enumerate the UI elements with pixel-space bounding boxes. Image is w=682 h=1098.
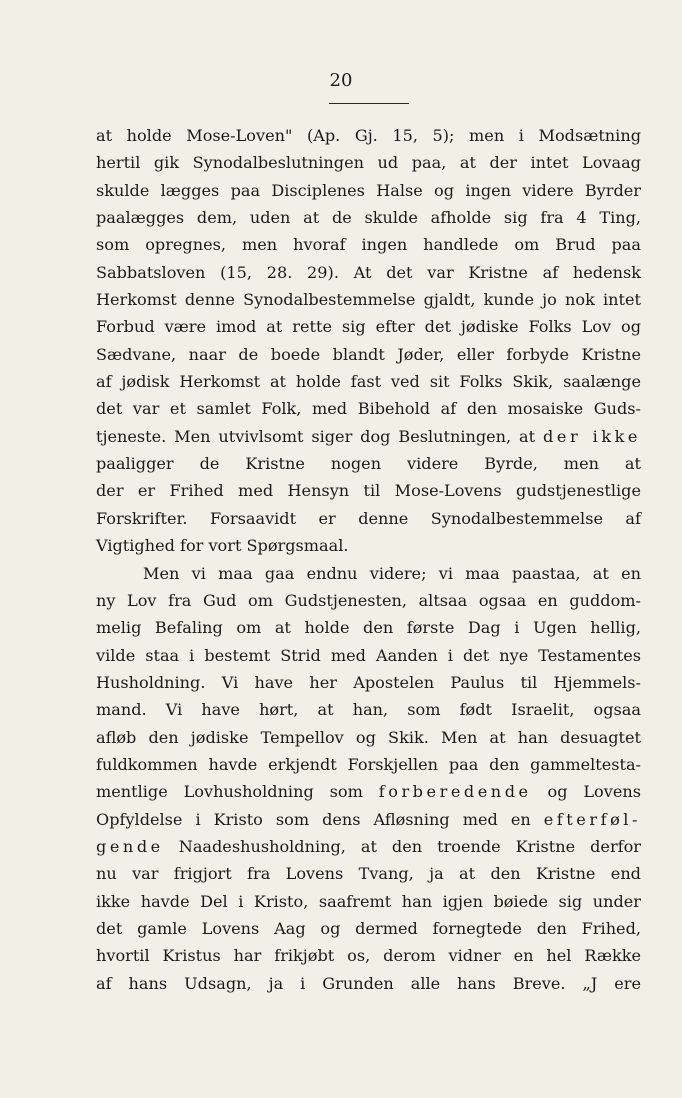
text-line: af hans Udsagn, ja i Grunden alle hans Breve. „J ere [96,973,641,993]
text-line: Forskrifter. Forsaavidt er denne Synodalbestemmelse af [96,508,641,528]
text-line: Sabbatsloven (15, 28. 29). At det var Kristne af hedensk [96,262,641,282]
text-run: og Lovens [547,782,641,802]
text-line: hvortil Kristus har frikjøbt os, derom vidner en hel Række [96,946,641,966]
text-line: Husholdning. Vi have her Apostelen Paulus til Hjemmels- [96,672,641,692]
body-text [96,122,641,997]
text-line: Forbud være imod at rette sig efter det jødiske Folks Lov og [96,317,641,337]
spaced-emphasis: efterføl- [543,809,641,829]
text-run: tjeneste. Men utvivlsomt siger dog Beslutningen, at [96,426,536,446]
text-run: mentlige Lovhusholdning som [96,782,363,802]
text-run: Naadeshusholdning, at den troende Kristne derfor [178,836,641,856]
text-line [96,833,641,860]
text-line: skulde lægges paa Disciplenes Halse og ingen videre Byrder [96,180,641,200]
spaced-emphasis: forberedende [378,782,532,802]
text-line: paalægges dem, uden at de skulde afholde sig fra 4 Ting, [96,208,641,228]
text-line [96,806,641,833]
text-line: der er Frihed med Hensyn til Mose-Lovens gudstjenestlige [96,481,641,501]
text-line [96,778,641,805]
text-line: fuldkommen havde erkjendt Forskjellen paa den gammeltesta- [96,754,641,774]
text-line [96,423,641,450]
text-line: hertil gik Synodalbeslutningen ud paa, at der intet Lovaag [96,153,641,173]
text-line: melig Befaling om at holde den første Dag i Ugen hellig, [96,618,641,638]
text-line: ny Lov fra Gud om Gudstjenesten, altsaa ogsaa en guddom- [96,590,641,610]
text-line: som opregnes, men hvoraf ingen handlede om Brud paa [96,235,641,255]
text-line: Men vi maa gaa endnu videre; vi maa paastaa, at en [143,563,641,583]
text-line: nu var frigjort fra Lovens Tvang, ja at den Kristne end [96,864,641,884]
text-line: Herkomst denne Synodalbestemmelse gjaldt, kunde jo nok intet [96,290,641,310]
text-line: Sædvane, naar de boede blandt Jøder, eller forbyde Kristne [96,344,641,364]
text-line: at holde Mose-Loven" (Ap. Gj. 15, 5); men i Modsætning [96,126,641,145]
page-number: 20 [329,70,353,91]
text-line: mand. Vi have hørt, at han, som født Israelit, ogsaa [96,700,641,720]
text-line: paaligger de Kristne nogen videre Byrde, men at [96,454,641,474]
text-run: Opfyldelse i Kristo som dens Afløsning med en [96,809,531,829]
spaced-emphasis: gende [96,836,164,856]
spaced-emphasis: der ikke [543,426,641,446]
text-line: afløb den jødiske Tempellov og Skik. Men at han desuagtet [96,727,641,747]
text-line: ikke havde Del i Kristo, saafremt han igjen bøiede sig under [96,891,641,911]
text-line: Vigtighed for vort Spørgsmaal. [96,536,349,556]
page-number-rule [329,103,409,104]
text-line: vilde staa i bestemt Strid med Aanden i det nye Testamentes [96,645,641,665]
text-line: det gamle Lovens Aag og dermed fornegtede den Frihed, [96,918,641,938]
text-line: det var et samlet Folk, med Bibehold af den mosaiske Guds- [96,399,641,419]
text-line: af jødisk Herkomst at holde fast ved sit Folks Skik, saalænge [96,372,641,392]
